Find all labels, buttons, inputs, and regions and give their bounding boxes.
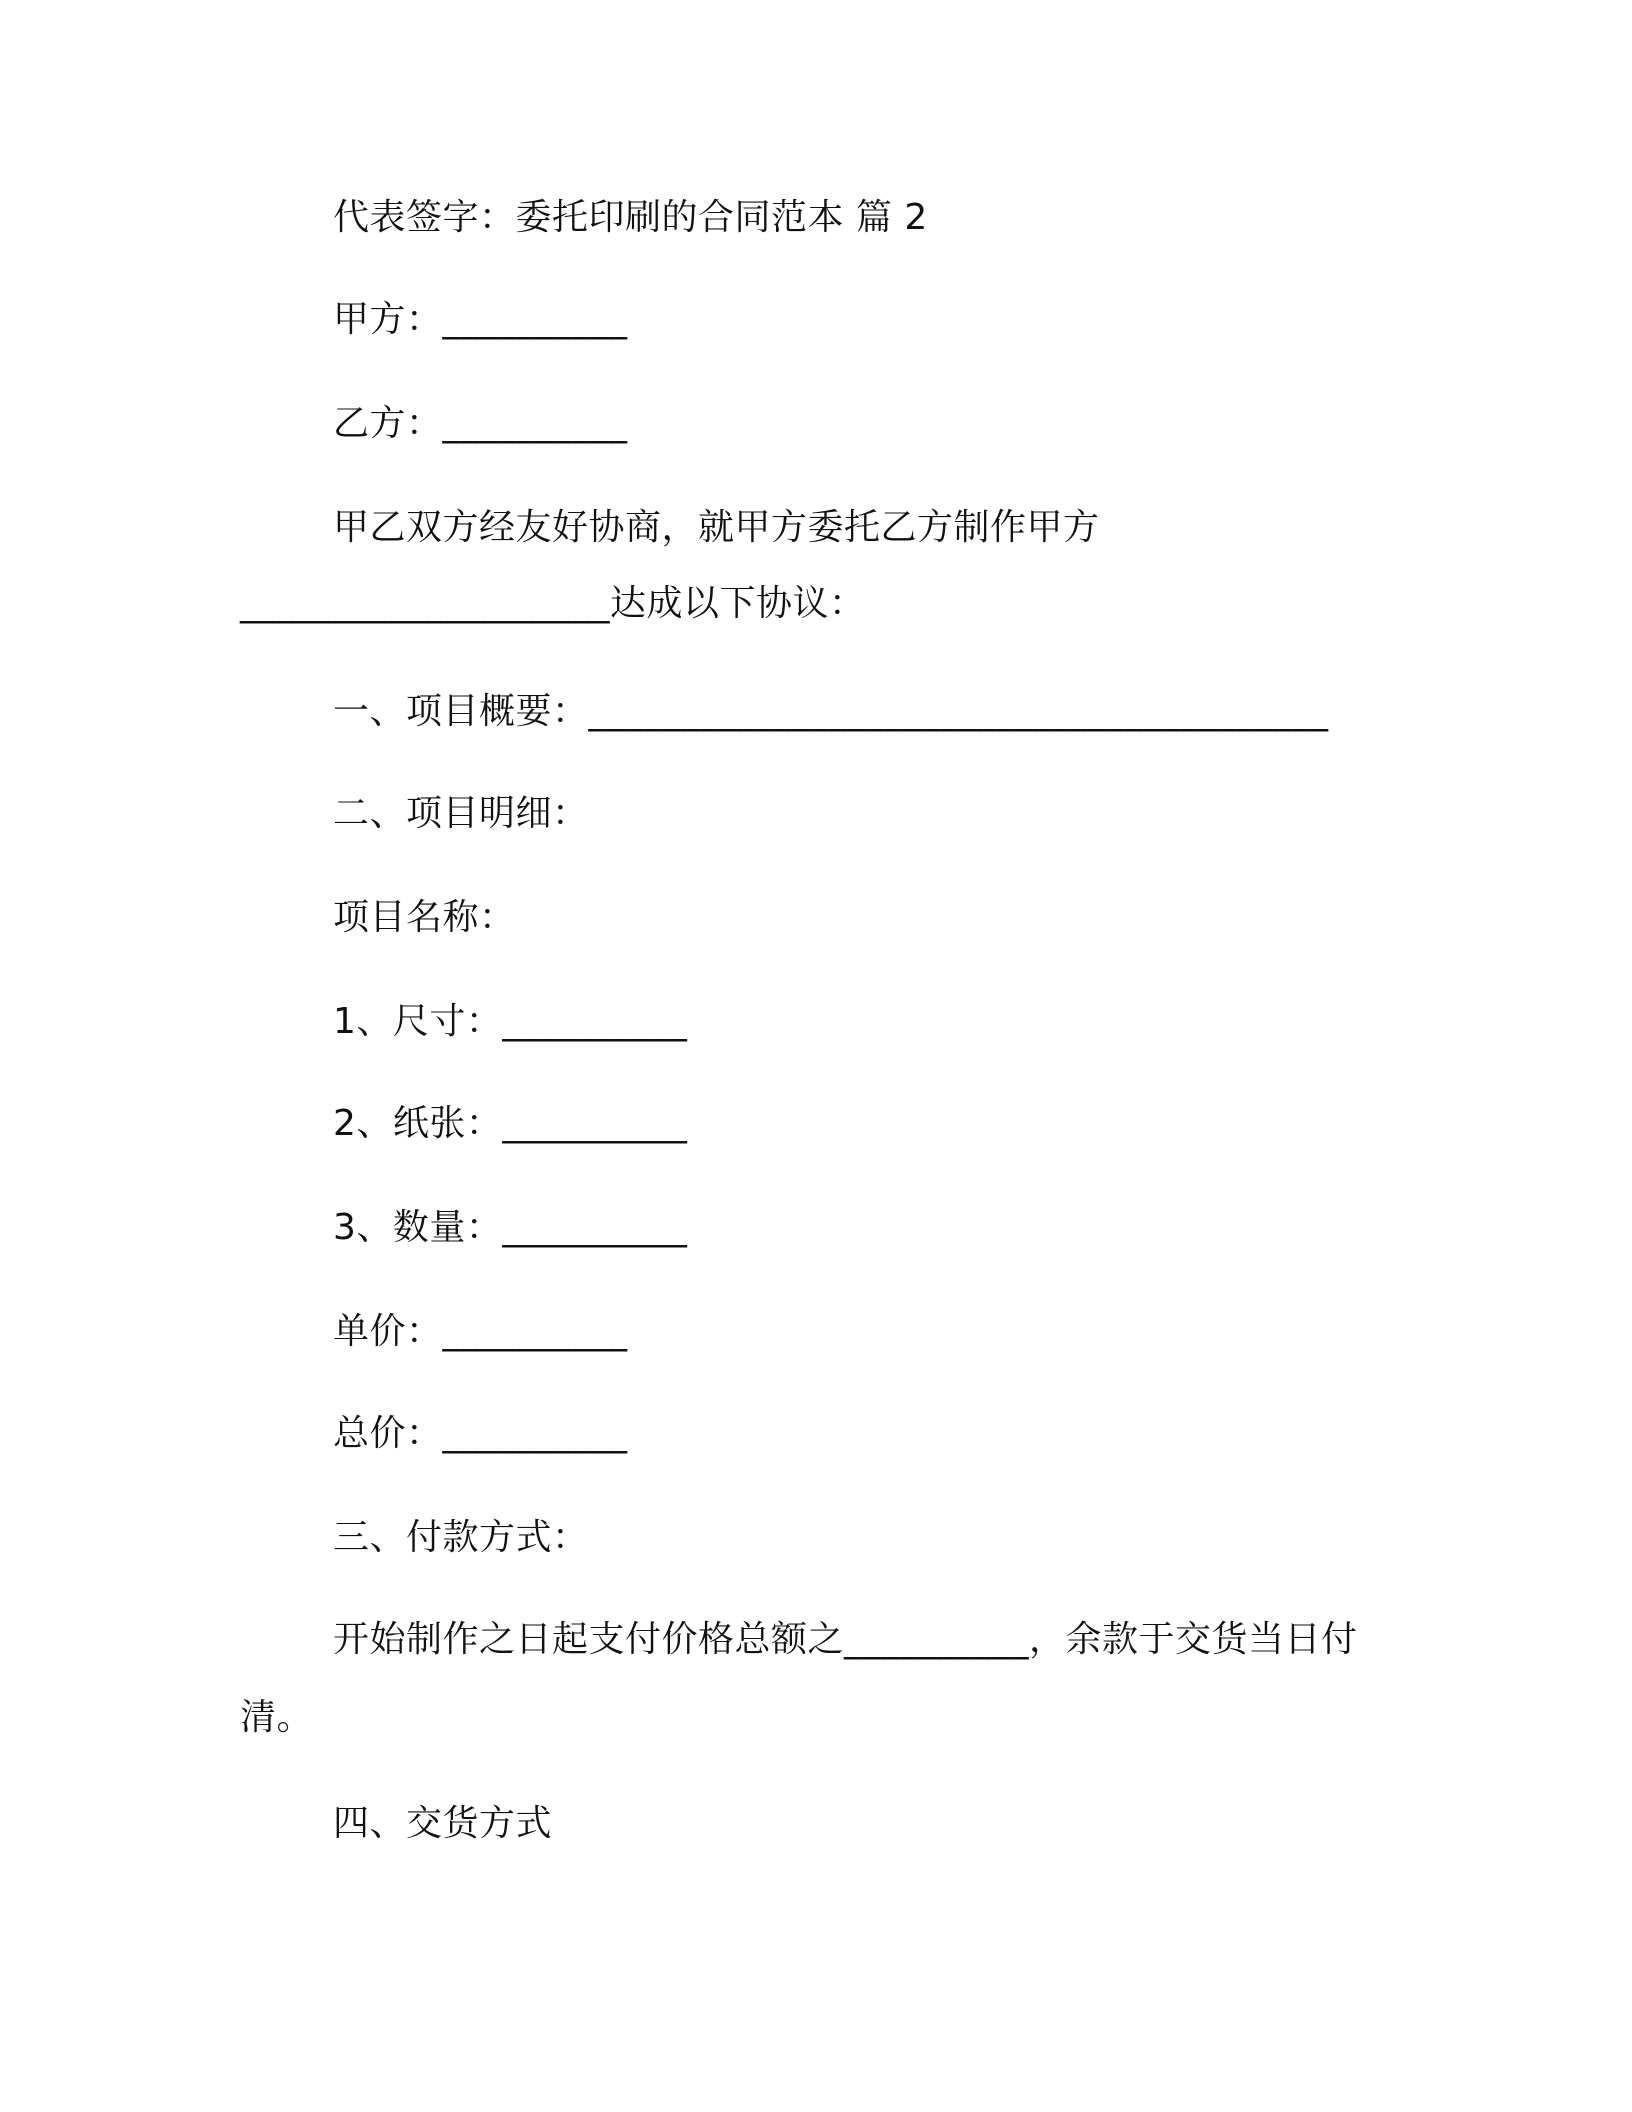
paper-line: 2、纸张：__________	[333, 1103, 688, 1144]
signature-heading-line: 代表签字：委托印刷的合同范本 篇 2	[333, 197, 928, 238]
agreement-intro-line: 甲乙双方经友好协商，就甲方委托乙方制作甲方	[333, 507, 1100, 548]
unit-price-line: 单价：__________	[333, 1311, 628, 1352]
payment-terms-line: 开始制作之日起支付价格总额之__________，余款于交货当日付	[333, 1619, 1358, 1660]
size-line: 1、尺寸：__________	[333, 1001, 688, 1042]
payment-terms-continued-line: 清。	[240, 1697, 314, 1738]
quantity-line: 3、数量：__________	[333, 1207, 688, 1248]
project-details-heading: 二、项目明细：	[333, 793, 589, 834]
total-price-line: 总价：__________	[333, 1413, 628, 1454]
agreement-intro-continued-line: ____________________达成以下协议：	[240, 583, 866, 624]
project-name-line: 项目名称：	[333, 897, 516, 938]
payment-method-heading: 三、付款方式：	[333, 1517, 589, 1558]
party-b-line: 乙方：__________	[333, 403, 628, 444]
party-a-line: 甲方：__________	[333, 299, 628, 340]
delivery-method-heading: 四、交货方式	[333, 1803, 553, 1844]
project-summary-line: 一、项目概要：________________________________________	[333, 691, 1329, 732]
